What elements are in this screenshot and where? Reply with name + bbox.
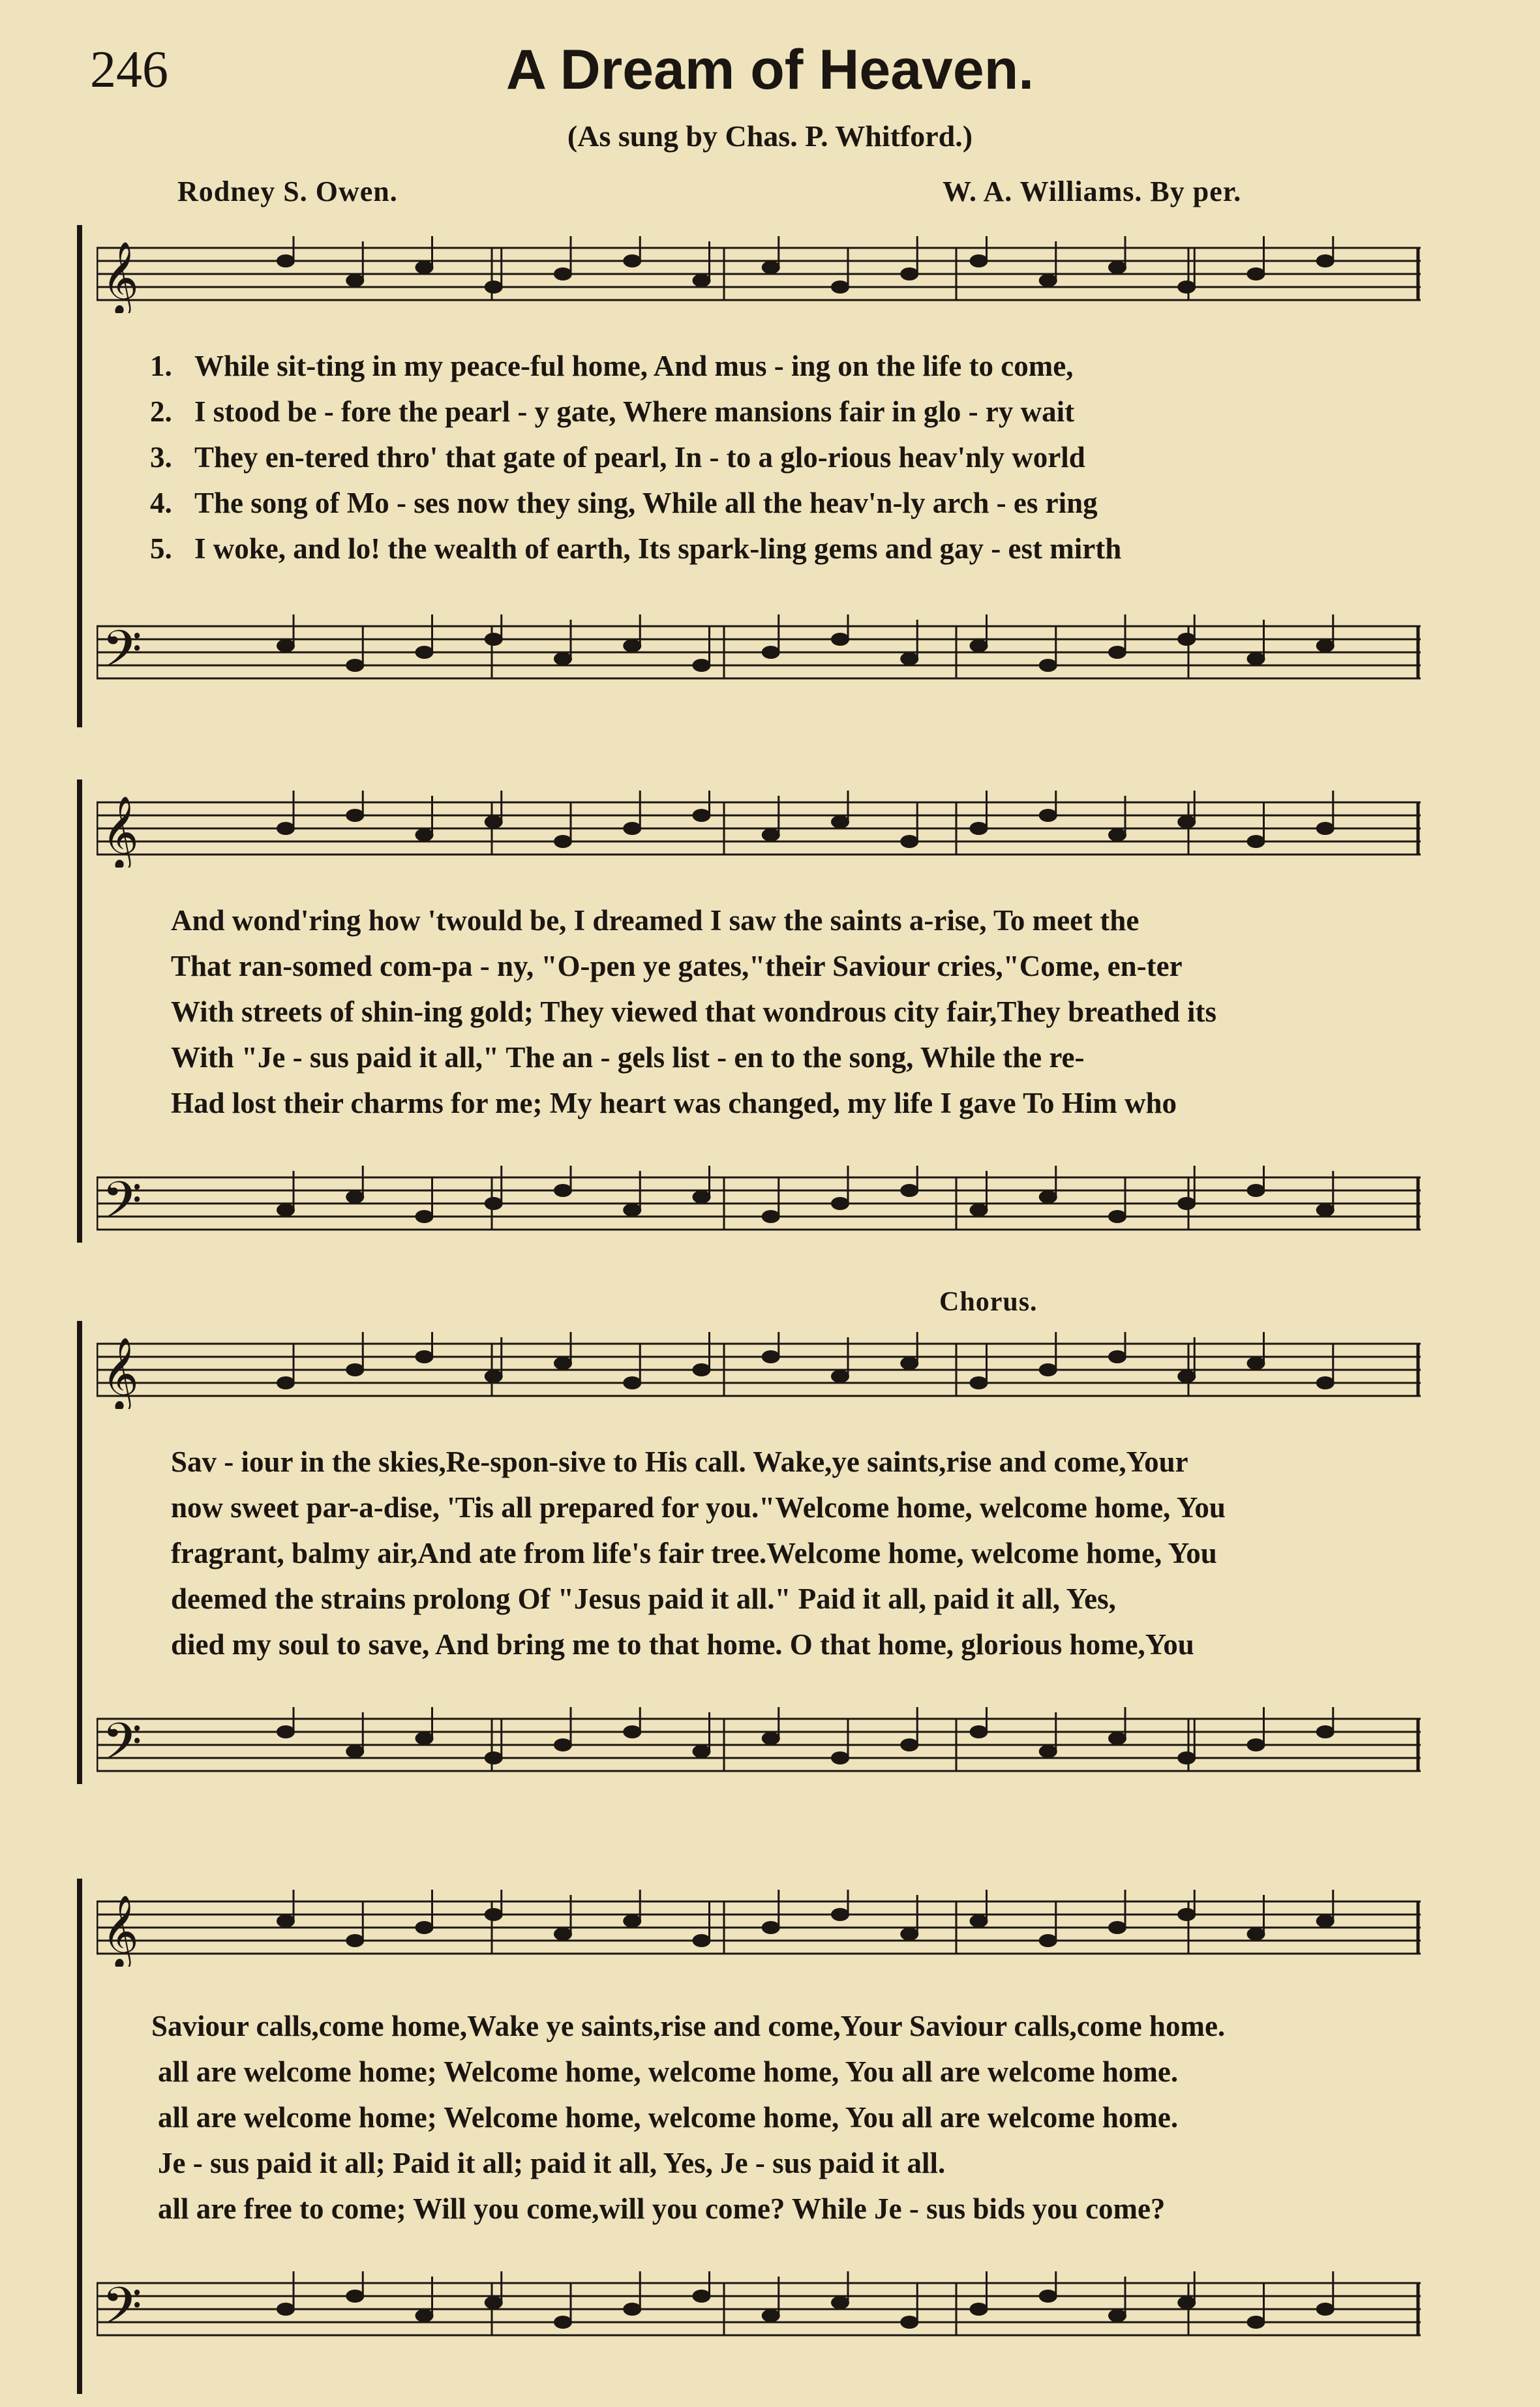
verse-number: 1. bbox=[150, 350, 172, 382]
system-bracket bbox=[77, 225, 82, 727]
note-head bbox=[1316, 1204, 1335, 1217]
lyric-text: I stood be - fore the pearl - y gate, Where mansions fair in glo - ry wait bbox=[194, 395, 1075, 428]
bass-staff bbox=[97, 2270, 1421, 2348]
note-head bbox=[900, 267, 918, 280]
note-head bbox=[1316, 1725, 1335, 1738]
lyric-text: now sweet par-a-dise, 'Tis all prepared for you."Welcome home, welcome home, You bbox=[171, 1491, 1226, 1524]
note-head bbox=[346, 809, 364, 822]
note-head bbox=[277, 1376, 295, 1389]
note-head bbox=[1247, 1184, 1265, 1197]
note-head bbox=[970, 254, 988, 267]
note-head bbox=[762, 1732, 780, 1745]
note-head bbox=[415, 1732, 434, 1745]
note-head bbox=[1247, 1738, 1265, 1751]
bass-clef-icon: 𝄢 bbox=[102, 1170, 142, 1243]
note-head bbox=[970, 639, 988, 652]
note-head bbox=[346, 1745, 364, 1758]
note-head bbox=[623, 639, 641, 652]
note-head bbox=[1177, 815, 1196, 828]
lyric-text: I woke, and lo! the wealth of earth, Its spark-ling gems and gay - est mirth bbox=[194, 532, 1122, 565]
note-head bbox=[623, 2303, 641, 2316]
note-head bbox=[900, 652, 918, 665]
note-head bbox=[1108, 1350, 1126, 1363]
note-head bbox=[1039, 659, 1057, 672]
lyric-text: Had lost their charms for me; My heart was changed, my life I gave To Him who bbox=[171, 1087, 1177, 1119]
note-head bbox=[1177, 1370, 1196, 1383]
note-head bbox=[554, 652, 572, 665]
note-head bbox=[346, 1190, 364, 1204]
treble-clef-icon: 𝄞 bbox=[102, 795, 139, 868]
note-head bbox=[623, 1725, 641, 1738]
note-head bbox=[1039, 274, 1057, 287]
note-head bbox=[554, 267, 572, 280]
note-head bbox=[485, 1370, 503, 1383]
note-head bbox=[1247, 2316, 1265, 2329]
note-head bbox=[346, 1363, 364, 1376]
system-bracket bbox=[77, 780, 82, 1243]
note-head bbox=[970, 1204, 988, 1217]
note-head bbox=[415, 646, 434, 659]
treble-clef-icon: 𝄞 bbox=[102, 1337, 139, 1409]
note-head bbox=[554, 835, 572, 848]
note-head bbox=[1177, 1197, 1196, 1210]
note-head bbox=[693, 274, 711, 287]
lyric-text: That ran-somed com-pa - ny, "O-pen ye gates,"their Saviour cries,"Come, en-ter bbox=[171, 950, 1183, 982]
note-head bbox=[623, 1204, 641, 1217]
note-head bbox=[1039, 1363, 1057, 1376]
note-head bbox=[415, 1921, 434, 1934]
bass-clef-icon: 𝄢 bbox=[102, 619, 142, 691]
note-head bbox=[970, 1376, 988, 1389]
note-head bbox=[900, 2316, 918, 2329]
verse-number: 3. bbox=[150, 441, 172, 474]
note-head bbox=[693, 809, 711, 822]
note-head bbox=[277, 2303, 295, 2316]
note-head bbox=[900, 1738, 918, 1751]
note-head bbox=[970, 1725, 988, 1738]
note-head bbox=[554, 1738, 572, 1751]
treble-staff bbox=[97, 1888, 1421, 1967]
lyric-text: And wond'ring how 'twould be, I dreamed I saw the saints a-rise, To meet the bbox=[171, 904, 1140, 937]
treble-staff bbox=[97, 789, 1421, 868]
note-head bbox=[831, 633, 849, 646]
note-head bbox=[1247, 1357, 1265, 1370]
note-head bbox=[900, 835, 918, 848]
note-head bbox=[762, 1210, 780, 1223]
bass-staff bbox=[97, 1706, 1421, 1784]
note-head bbox=[1316, 254, 1335, 267]
note-head bbox=[693, 1363, 711, 1376]
bass-clef-icon: 𝄢 bbox=[102, 1712, 142, 1784]
note-head bbox=[485, 280, 503, 294]
note-head bbox=[1039, 1745, 1057, 1758]
composer-credit: W. A. Williams. By per. bbox=[943, 175, 1242, 207]
note-head bbox=[831, 1197, 849, 1210]
note-head bbox=[1247, 652, 1265, 665]
note-head bbox=[415, 1210, 434, 1223]
lyric-text: The song of Mo - ses now they sing, While all the heav'n-ly arch - es ring bbox=[194, 487, 1098, 519]
note-head bbox=[623, 254, 641, 267]
note-head bbox=[1108, 261, 1126, 274]
lyric-text: Sav - iour in the skies,Re-spon-sive to His call. Wake,ye saints,rise and come,Your bbox=[171, 1446, 1188, 1478]
note-head bbox=[693, 2290, 711, 2303]
note-head bbox=[1177, 1751, 1196, 1764]
lyric-text: all are welcome home; Welcome home, welcome home, You all are welcome home. bbox=[158, 2101, 1179, 2134]
note-head bbox=[623, 1915, 641, 1928]
lyric-text: They en-tered thro' that gate of pearl, In - to a glo-rious heav'nly world bbox=[194, 441, 1085, 474]
note-head bbox=[1316, 1376, 1335, 1389]
page-number: 246 bbox=[90, 41, 168, 98]
note-head bbox=[1177, 1908, 1196, 1921]
note-head bbox=[1316, 822, 1335, 835]
note-head bbox=[1108, 646, 1126, 659]
note-head bbox=[485, 815, 503, 828]
lyric-text: With streets of shin-ing gold; They viewed that wondrous city fair,They breathed its bbox=[171, 995, 1217, 1028]
note-head bbox=[1039, 809, 1057, 822]
note-head bbox=[1108, 2309, 1126, 2322]
note-head bbox=[485, 1908, 503, 1921]
note-head bbox=[554, 1357, 572, 1370]
note-head bbox=[415, 261, 434, 274]
bass-staff bbox=[97, 1164, 1421, 1243]
lyric-text: died my soul to save, And bring me to that home. O that home, glorious home,You bbox=[171, 1628, 1194, 1661]
note-head bbox=[831, 1370, 849, 1383]
note-head bbox=[1247, 835, 1265, 848]
note-head bbox=[554, 2316, 572, 2329]
note-head bbox=[900, 1184, 918, 1197]
lyric-text: While sit-ting in my peace-ful home, And mus - ing on the life to come, bbox=[194, 350, 1074, 382]
note-head bbox=[277, 1725, 295, 1738]
note-head bbox=[762, 2309, 780, 2322]
note-head bbox=[1177, 2296, 1196, 2309]
note-head bbox=[762, 1921, 780, 1934]
note-head bbox=[554, 1928, 572, 1941]
note-head bbox=[970, 2303, 988, 2316]
note-head bbox=[277, 254, 295, 267]
lyric-text: With "Je - sus paid it all," The an - gels list - en to the song, While the re- bbox=[171, 1041, 1085, 1074]
system-bracket bbox=[77, 1879, 82, 2394]
note-head bbox=[900, 1357, 918, 1370]
lyric-text: all are welcome home; Welcome home, welcome home, You all are welcome home. bbox=[158, 2055, 1179, 2088]
note-head bbox=[831, 280, 849, 294]
lyric-text: Je - sus paid it all; Paid it all; paid it all, Yes, Je - sus paid it all. bbox=[158, 2147, 946, 2179]
treble-clef-icon: 𝄞 bbox=[102, 1894, 139, 1967]
note-head bbox=[831, 1751, 849, 1764]
note-head bbox=[970, 822, 988, 835]
lyric-text: Saviour calls,come home,Wake ye saints,rise and come,Your Saviour calls,come home. bbox=[151, 2010, 1226, 2042]
note-head bbox=[693, 1934, 711, 1947]
note-head bbox=[1247, 267, 1265, 280]
note-head bbox=[1108, 1732, 1126, 1745]
note-head bbox=[485, 2296, 503, 2309]
note-head bbox=[762, 261, 780, 274]
note-head bbox=[485, 633, 503, 646]
note-head bbox=[1108, 1921, 1126, 1934]
note-head bbox=[970, 1915, 988, 1928]
note-head bbox=[1108, 828, 1126, 841]
note-head bbox=[900, 1928, 918, 1941]
note-head bbox=[762, 828, 780, 841]
note-head bbox=[346, 659, 364, 672]
note-head bbox=[762, 1350, 780, 1363]
system-bracket bbox=[77, 1321, 82, 1784]
note-head bbox=[485, 1751, 503, 1764]
note-head bbox=[346, 274, 364, 287]
bass-clef-icon: 𝄢 bbox=[102, 2276, 142, 2348]
note-head bbox=[623, 1376, 641, 1389]
note-head bbox=[831, 815, 849, 828]
note-head bbox=[1039, 1190, 1057, 1204]
note-head bbox=[554, 1184, 572, 1197]
verse-number: 5. bbox=[150, 532, 172, 565]
note-head bbox=[1316, 1915, 1335, 1928]
note-head bbox=[1039, 2290, 1057, 2303]
note-head bbox=[415, 828, 434, 841]
lyricist-credit: Rodney S. Owen. bbox=[177, 175, 398, 207]
note-head bbox=[693, 1745, 711, 1758]
note-head bbox=[485, 1197, 503, 1210]
note-head bbox=[1316, 2303, 1335, 2316]
note-head bbox=[277, 639, 295, 652]
note-head bbox=[346, 2290, 364, 2303]
bass-staff bbox=[97, 613, 1421, 691]
treble-staff bbox=[97, 1331, 1421, 1409]
hymn-title: A Dream of Heaven. bbox=[506, 38, 1034, 101]
lyric-text: all are free to come; Will you come,will you come? While Je - sus bids you come? bbox=[158, 2192, 1166, 2225]
note-head bbox=[277, 1204, 295, 1217]
lyric-text: fragrant, balmy air,And ate from life's fair tree.Welcome home, welcome home, You bbox=[171, 1537, 1217, 1569]
lyric-text: deemed the strains prolong Of "Jesus paid it all." Paid it all, paid it all, Yes, bbox=[171, 1582, 1116, 1615]
verse-number: 2. bbox=[150, 395, 172, 428]
note-head bbox=[831, 2296, 849, 2309]
note-head bbox=[693, 659, 711, 672]
note-head bbox=[693, 1190, 711, 1204]
note-head bbox=[415, 1350, 434, 1363]
note-head bbox=[415, 2309, 434, 2322]
note-head bbox=[277, 822, 295, 835]
chorus-label: Chorus. bbox=[939, 1287, 1038, 1317]
note-head bbox=[1177, 280, 1196, 294]
note-head bbox=[1316, 639, 1335, 652]
treble-staff bbox=[97, 235, 1421, 313]
hymn-subtitle: (As sung by Chas. P. Whitford.) bbox=[567, 119, 973, 153]
note-head bbox=[1247, 1928, 1265, 1941]
note-head bbox=[623, 822, 641, 835]
note-head bbox=[831, 1908, 849, 1921]
note-head bbox=[1177, 633, 1196, 646]
treble-clef-icon: 𝄞 bbox=[102, 241, 139, 313]
note-head bbox=[277, 1915, 295, 1928]
note-head bbox=[346, 1934, 364, 1947]
note-head bbox=[1039, 1934, 1057, 1947]
verse-number: 4. bbox=[150, 487, 172, 519]
note-head bbox=[1108, 1210, 1126, 1223]
note-head bbox=[762, 646, 780, 659]
